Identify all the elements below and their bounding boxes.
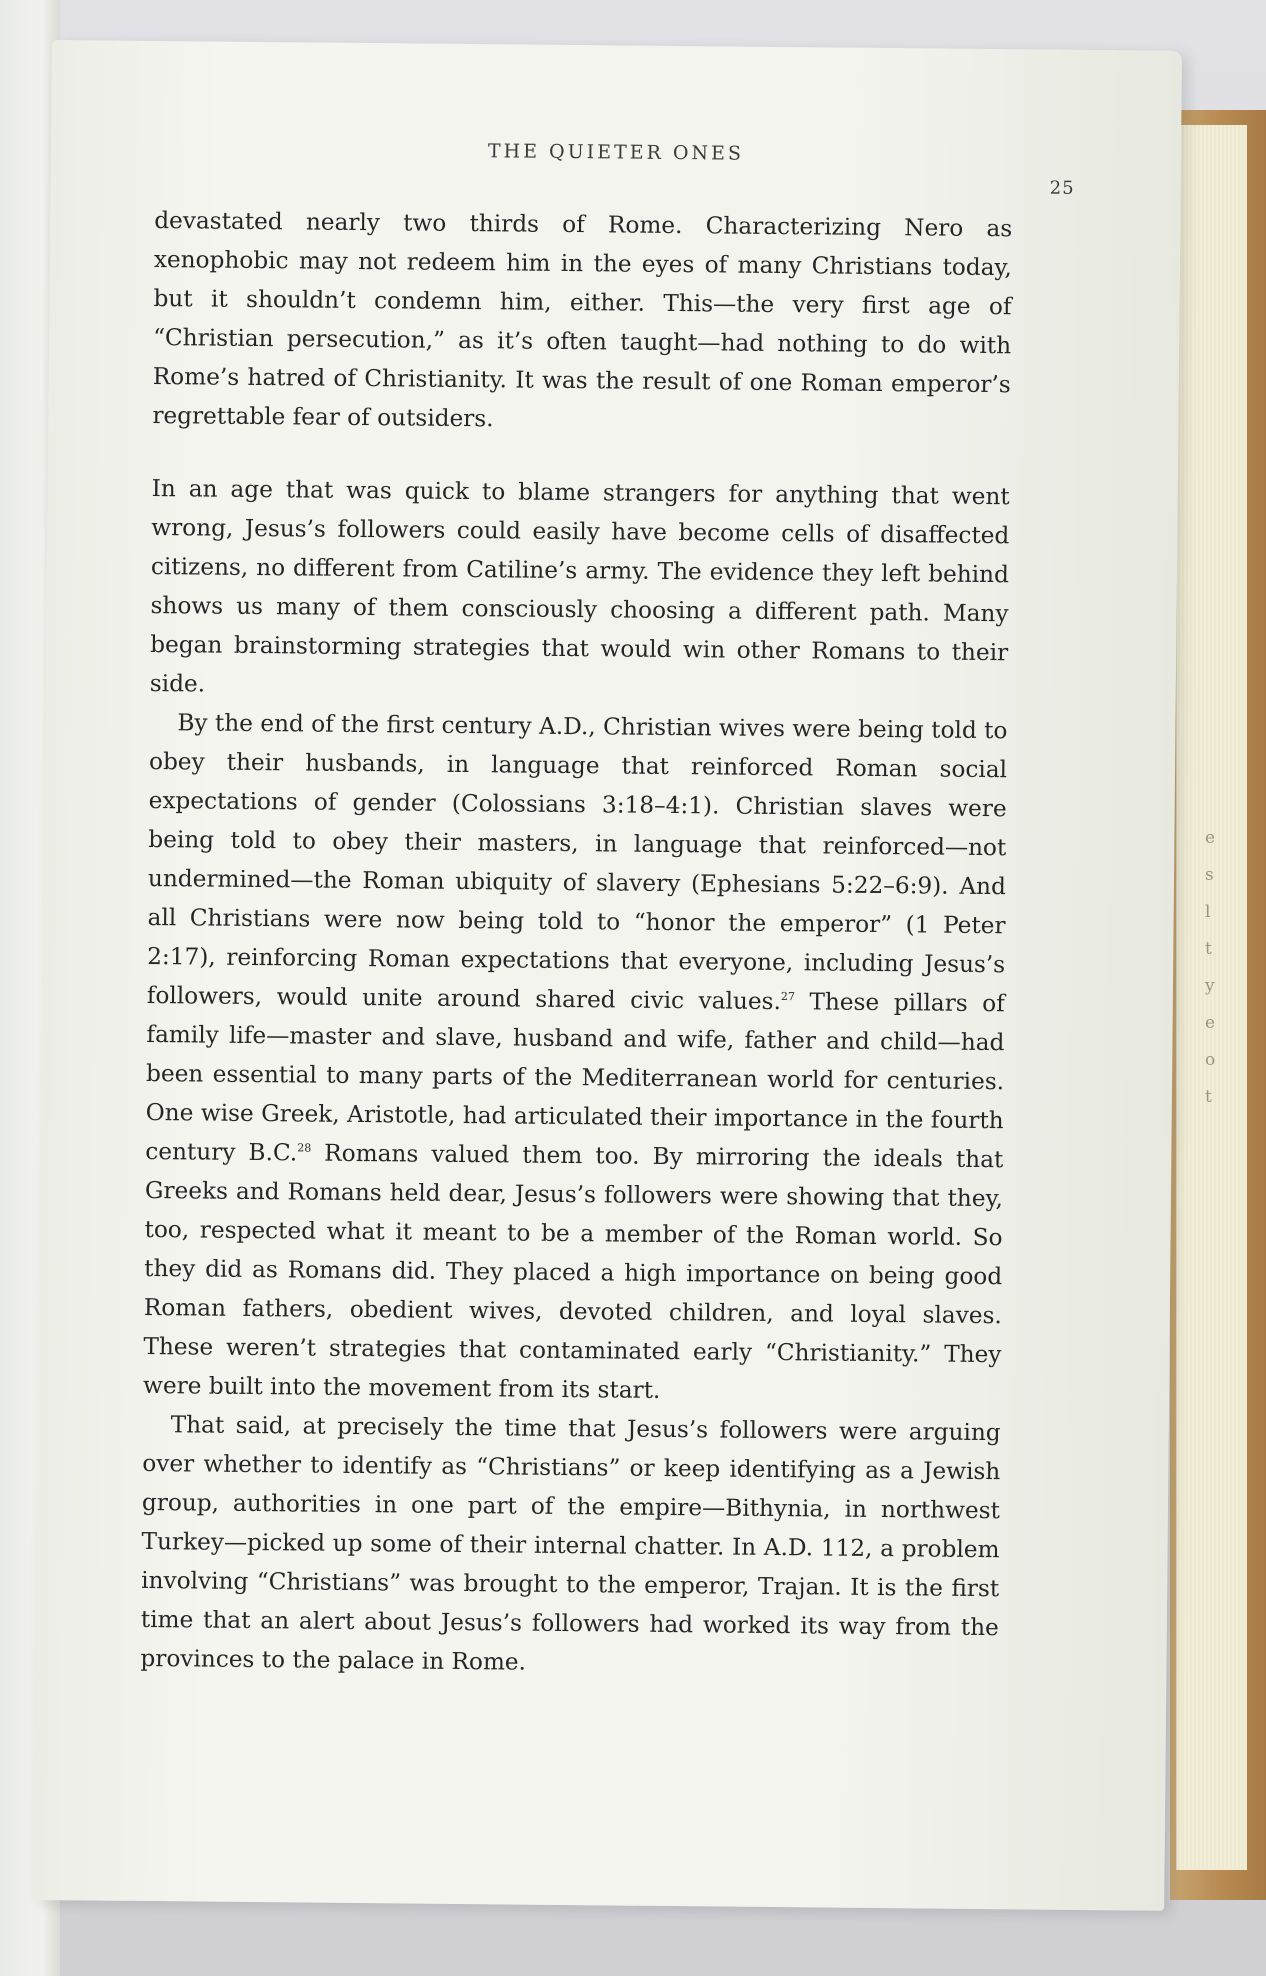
- paragraph-3-end: Romans valued them too. By mirroring the ideals that Greeks and Romans held dear, Jesus’s followers were showing that they, too, respected what it meant to be a member of the Roman world. So they did as Romans did. They placed a high importance on being good Roman fathers, obedient wives, devoted children, and loyal slaves. These weren’t strategies that contaminated early “Christianity.” They were built into the movement from its start.: [142, 1139, 1004, 1404]
- body-text: [140, 201, 1012, 1686]
- era-bc: B.C.: [248, 1138, 298, 1167]
- edge-letter: l: [1205, 902, 1211, 922]
- paragraph-3-part: , Christian wives were being told to obey their husbands, in language that reinforced Roman social expectations of gender (Colossians 3:18–4:1). Christian slaves were being told to obey their masters, in language that reinforced—not undermined—the Roman ubiquity of slavery (Ephesians 5:22–6:9). And all Christians were now being told to “honor the emperor” (1 Peter 2:17), reinforcing Roman expectations that everyone, including Jesus’s followers, would unite around shared civic values.: [146, 713, 1008, 1016]
- paragraph-1: devastated nearly two thirds of Rome. Characterizing Nero as xenophobic may not redeem him in the eyes of many Christians today, but it shouldn’t condemn him, either. This—the very first age of “Christian persecution,” as it’s often taught—had nothing to do with Rome’s hatred of Christianity. It was the result of one Roman emperor’s regrettable fear of outsiders.: [152, 206, 1013, 433]
- edge-letter: o: [1205, 1050, 1216, 1070]
- edge-letter: s: [1205, 865, 1214, 885]
- paragraph-4-end: , a problem involving “Christians” was brought to the emperor, Trajan. It is the first time that an alert about Jesus’s followers had worked its way from the provinces to the palace in Rome.: [140, 1534, 1000, 1676]
- era-ad: A.D.: [538, 712, 589, 741]
- paragraph-4: [140, 1405, 1001, 1686]
- edge-letter: e: [1205, 828, 1216, 848]
- era-ad-year: A.D. 112: [763, 1533, 866, 1562]
- page-edge-letters: [1205, 820, 1225, 1116]
- edge-letter: t: [1205, 1087, 1212, 1107]
- paragraph-2: In an age that was quick to blame strangers for anything that went wrong, Jesus’s followers could easily have become cells of disaffected citizens, no different from Catiline’s army. The evidence they left behind shows us many of them consciously choosing a different path. Many began brainstorming strategies that would win other Romans to their side.: [149, 474, 1010, 698]
- edge-letter: t: [1205, 939, 1212, 959]
- edge-letter: e: [1205, 1013, 1216, 1033]
- footnote-27: 27: [780, 990, 796, 1004]
- edge-letter: y: [1205, 976, 1215, 996]
- running-header: THE QUIETER ONES: [487, 140, 745, 165]
- book-page: [34, 40, 1182, 1911]
- paragraph-3: [143, 703, 1008, 1413]
- paragraph-3-start: By the end of the first century: [177, 709, 540, 740]
- page-number: 25: [1049, 177, 1075, 199]
- footnote-28: 28: [297, 1141, 312, 1155]
- paragraph-4-start: That said, at precisely the time that Jesus’s followers were arguing over whether to identify as “Christians” or keep identifying as a Jewish group, authorities in one part of the empire—Bithynia, in northwest Turkey—picked up some of their internal chatter. In: [141, 1411, 1001, 1561]
- paragraph-3-middle: These pillars of family life—master and slave, husband and wife, father and child—had been essential to many parts of the Mediterranean world for centuries. One wise Greek, Aristotle, had articulated their importance in the fourth century: [145, 988, 1005, 1166]
